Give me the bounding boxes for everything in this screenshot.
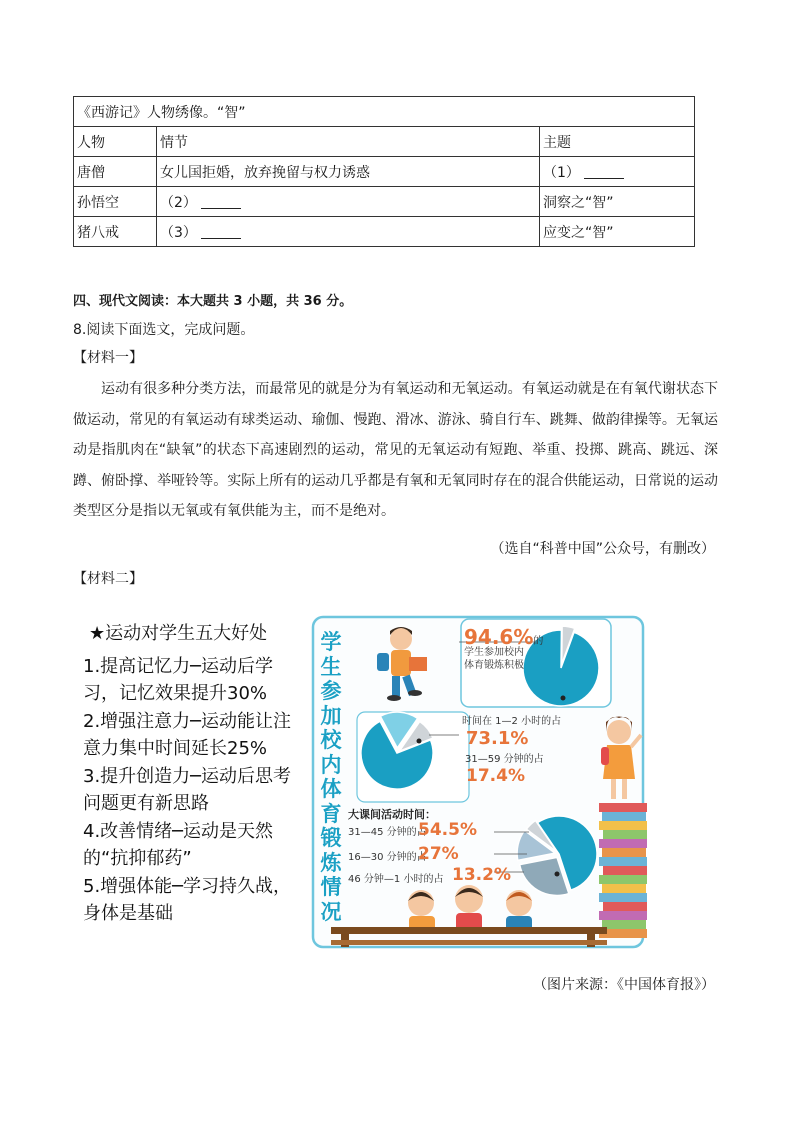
answer-blank-1[interactable] xyxy=(584,164,624,179)
cell-plot xyxy=(157,187,540,217)
material2-label: 【材料二】 xyxy=(73,571,143,587)
infographic-vertical-title: 学生参加校内体育锻炼情况 xyxy=(320,630,342,924)
break-row-label: 16—30 分钟的占 xyxy=(348,852,427,863)
break-row-value: 13.2% xyxy=(452,865,511,885)
stat-participation-value: 94.6% xyxy=(464,625,534,649)
header-theme: 主题 xyxy=(540,127,695,157)
question-prompt: 8.阅读下面选文，完成问题。 xyxy=(73,322,255,338)
kids-illustration xyxy=(408,885,532,934)
cell-person: 猪八戒 xyxy=(74,217,157,247)
material1-source: （选自“科普中国”公众号，有删改） xyxy=(490,541,715,557)
table-row xyxy=(74,217,695,247)
answer-blank-2[interactable] xyxy=(201,194,241,209)
pie-marker xyxy=(561,696,566,701)
header-plot: 情节 xyxy=(157,127,540,157)
table-title: 《西游记》人物绣像。“智” xyxy=(74,97,695,127)
cell-person: 孙悟空 xyxy=(74,187,157,217)
material2-source: （图片来源：《中国体育报》） xyxy=(533,977,715,993)
cell-theme: 应变之“智” xyxy=(540,217,695,247)
pie-marker xyxy=(555,872,560,877)
benefits-title: ★运动对学生五大好处 xyxy=(89,623,268,644)
cell-theme xyxy=(540,157,695,187)
table-row xyxy=(74,187,695,217)
cell-plot-label: （3） xyxy=(160,224,197,241)
pie-marker xyxy=(417,739,422,744)
answer-blank-3[interactable] xyxy=(201,224,241,239)
cell-plot: 女儿国拒婚，放弃挽留与权力诱惑 xyxy=(157,157,540,187)
break-row-label: 31—45 分钟的占 xyxy=(348,827,427,838)
break-row-value: 54.5% xyxy=(418,820,477,840)
header-person: 人物 xyxy=(74,127,157,157)
benefit-item: 1.提高记忆力─运动后学习，记忆效果提升30% xyxy=(83,655,274,704)
time-label-2: 31—59 分钟的占 xyxy=(465,754,544,765)
material1-text: 运动有很多种分类方法，而最常见的就是分为有氧运动和无氧运动。有氧运动就是在有氧代谢状态下做运动，常见的有氧运动有球类运动、瑜伽、慢跑、滑冰、游泳、骑自行车、跳舞、做韵律操等。无氧运动是指肌肉在“缺氧”的状态下高速剧烈的运动，常见的无氧运动有短跑、举重、投掷、跳高、跳远、深蹲、俯卧撑、举哑铃等。实际上所有的运动几乎都是有氧和无氧同时存在的混合供能运动，日常说的运动类型区分是指以无氧或有氧供能为主，而不是绝对。 xyxy=(73,381,718,519)
table-row xyxy=(74,157,695,187)
cell-plot-label: （2） xyxy=(160,194,197,211)
character-table xyxy=(73,96,695,247)
benefit-item: 5.增强体能─学习持久战，身体是基础 xyxy=(83,875,292,924)
break-row-label: 46 分钟—1 小时的占 xyxy=(348,874,444,885)
benefits-list xyxy=(83,620,303,928)
break-title: 大课间活动时间： xyxy=(348,808,436,821)
material1-label: 【材料一】 xyxy=(73,350,143,366)
cell-plot xyxy=(157,217,540,247)
time-value-1: 73.1% xyxy=(466,728,529,749)
table-header-row xyxy=(74,127,695,157)
cell-person: 唐僧 xyxy=(74,157,157,187)
time-label-1: 时间在 1—2 小时的占 xyxy=(462,716,562,727)
cell-theme-label: （1） xyxy=(543,164,580,181)
stat-participation-desc: 学生参加校内体育锻炼积极 xyxy=(464,647,524,671)
benefit-item: 4.改善情绪─运动是天然的“抗抑郁药” xyxy=(83,820,274,869)
benefit-item: 3.提升创造力─运动后思考问题更有新思路 xyxy=(83,765,292,814)
time-value-2: 17.4% xyxy=(466,766,525,786)
benefit-item: 2.增强注意力─运动能让注意力集中时间延长25% xyxy=(83,710,292,759)
stat-participation-suffix: 的 xyxy=(533,636,544,647)
section-heading: 四、现代文阅读：本大题共 3 小题，共 36 分。 xyxy=(73,294,353,309)
break-row-value: 27% xyxy=(418,844,459,864)
cell-theme: 洞察之“智” xyxy=(540,187,695,217)
